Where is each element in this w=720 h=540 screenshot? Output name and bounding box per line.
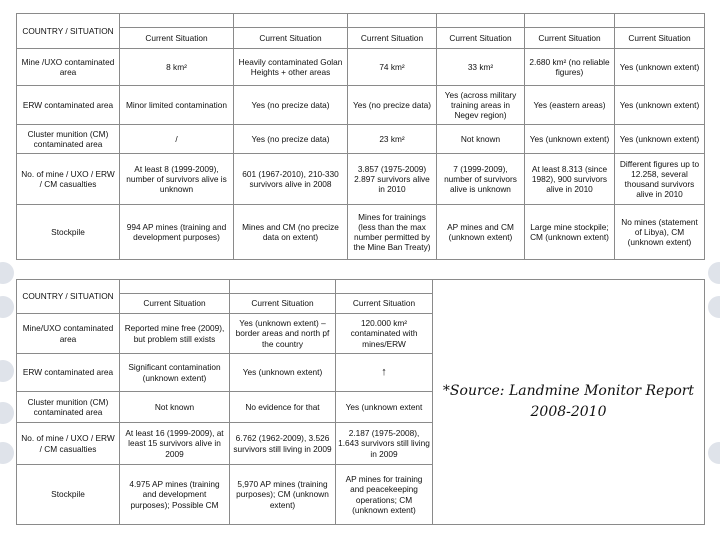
table-north-africa (16, 279, 705, 525)
situation-header: Current Situation (615, 28, 705, 48)
table-cell: Yes (unknown extent) (615, 48, 705, 86)
table-cell: 6.762 (1962-2009), 3.526 survivors still living in 2009 (230, 423, 336, 465)
row-label: No. of mine / UXO / ERW / CM casualties (17, 154, 120, 205)
country-header: SYRIA (234, 14, 348, 28)
country-header: ISRAEL (437, 14, 525, 28)
up-arrow-icon: ↑ (336, 354, 433, 392)
source-note: *Source: Landmine Monitor Report 2008-2010 (433, 280, 705, 525)
table-cell: 5,970 AP mines (training purposes); CM (unknown extent) (230, 465, 336, 525)
table-row (17, 154, 705, 205)
decorative-circle (0, 442, 14, 464)
row-label: ERW contaminated area (17, 354, 120, 392)
table-cell: Different figures up to 12.258, several thousand survivors alive in 2010 (615, 154, 705, 205)
situation-header: Current Situation (120, 28, 234, 48)
table-row (17, 205, 705, 260)
table-cell: Reported mine free (2009), but problem still exists (120, 314, 230, 354)
country-header: CYPRUS (120, 14, 234, 28)
table-cell: 8 km² (120, 48, 234, 86)
situation-header: Current Situation (234, 28, 348, 48)
table-cell: Yes (unknown extent) – border areas and north pf the country (230, 314, 336, 354)
row-label: Stockpile (17, 205, 120, 260)
decorative-circle (0, 402, 14, 424)
table-row (17, 86, 705, 125)
row-label: No. of mine / UXO / ERW / CM casualties (17, 423, 120, 465)
table-cell: Yes (unknown extent) (525, 124, 615, 153)
table-cell: Yes (no precize data) (348, 86, 437, 125)
table-cell: 2.187 (1975-2008), 1.643 survivors still living in 2009 (336, 423, 433, 465)
table-cell: Yes (across military training areas in Negev region) (437, 86, 525, 125)
table-cell: 74 km² (348, 48, 437, 86)
table-cell: Yes (no precize data) (234, 86, 348, 125)
row-label: Cluster munition (CM) contaminated area (17, 124, 120, 153)
row-label: Cluster munition (CM) contaminated area (17, 392, 120, 423)
table-row (17, 124, 705, 153)
country-header-row (17, 14, 705, 28)
table-east-med (16, 13, 705, 260)
row-label: Mine/UXO contaminated area (17, 314, 120, 354)
situation-header-row (17, 28, 705, 48)
table-cell: At least 8 (1999-2009), number of survivors alive is unknown (120, 154, 234, 205)
table-cell: 4.975 AP mines (training and development purposes); Possible CM (120, 465, 230, 525)
table-cell: 23 km² (348, 124, 437, 153)
situation-header: Current Situation (525, 28, 615, 48)
table-cell: Not known (437, 124, 525, 153)
decorative-circle (0, 296, 14, 318)
row-label: Stockpile (17, 465, 120, 525)
table-cell: Not known (120, 392, 230, 423)
situation-header: Current Situation (230, 294, 336, 314)
country-header-row (17, 280, 705, 294)
table-cell: / (120, 124, 234, 153)
table-cell: Mines for trainings (less than the max number permitted by the Mine Ban Treaty) (348, 205, 437, 260)
table-row (17, 48, 705, 86)
table-cell: 2.680 km² (no reliable figures) (525, 48, 615, 86)
table-cell: Significant contamination (unknown extent) (120, 354, 230, 392)
table-cell: Yes (no precize data) (234, 124, 348, 153)
table-cell: Minor limited contamination (120, 86, 234, 125)
country-header: LIBYA (615, 14, 705, 28)
table-cell: 7 (1999-2009), number of survivors alive is unknown (437, 154, 525, 205)
situation-header: Current Situation (336, 294, 433, 314)
situation-header: Current Situation (120, 294, 230, 314)
table-cell: 601 (1967-2010), 210-330 survivors alive in 2008 (234, 154, 348, 205)
table-cell: 33 km² (437, 48, 525, 86)
situation-header: Current Situation (437, 28, 525, 48)
table-cell: AP mines and CM (unknown extent) (437, 205, 525, 260)
table-cell: 120.000 km² contaminated with mines/ERW (336, 314, 433, 354)
table-cell: No mines (statement of Libya), CM (unknown extent) (615, 205, 705, 260)
country-header: TUNISIA (120, 280, 230, 294)
table-cell: Yes (unknown extent (336, 392, 433, 423)
corner-label: COUNTRY / SITUATION (17, 280, 120, 314)
table-cell: Yes (unknown extent) (615, 86, 705, 125)
country-header: LEBANON (348, 14, 437, 28)
table-cell: At least 16 (1999-2009), at least 15 survivors alive in 2009 (120, 423, 230, 465)
decorative-circle (708, 442, 720, 464)
table-cell: Mines and CM (no precize data on extent) (234, 205, 348, 260)
row-label: ERW contaminated area (17, 86, 120, 125)
table-cell: 994 AP mines (training and development purposes) (120, 205, 234, 260)
country-header: ALGERIA (230, 280, 336, 294)
table-cell: Yes (unknown extent) (230, 354, 336, 392)
decorative-circle (708, 296, 720, 318)
table-cell: 3.857 (1975-2009) 2.897 survivors alive in 2010 (348, 154, 437, 205)
decorative-circle (0, 360, 14, 382)
table-cell: Large mine stockpile; CM (unknown extent) (525, 205, 615, 260)
decorative-circle (0, 262, 14, 284)
table-cell: Yes (unknown extent) (615, 124, 705, 153)
row-label: Mine /UXO contaminated area (17, 48, 120, 86)
table-cell: No evidence for that (230, 392, 336, 423)
situation-header: Current Situation (348, 28, 437, 48)
country-header: EGYPT (525, 14, 615, 28)
country-header: MOROCCO (336, 280, 433, 294)
corner-label: COUNTRY / SITUATION (17, 14, 120, 49)
decorative-circle (708, 262, 720, 284)
table-cell: Heavily contaminated Golan Heights + other areas (234, 48, 348, 86)
table-cell: AP mines for training and peacekeeping operations; CM (unknown extent) (336, 465, 433, 525)
table-cell: Yes (eastern areas) (525, 86, 615, 125)
table-cell: At least 8.313 (since 1982), 900 survivors alive in 2010 (525, 154, 615, 205)
